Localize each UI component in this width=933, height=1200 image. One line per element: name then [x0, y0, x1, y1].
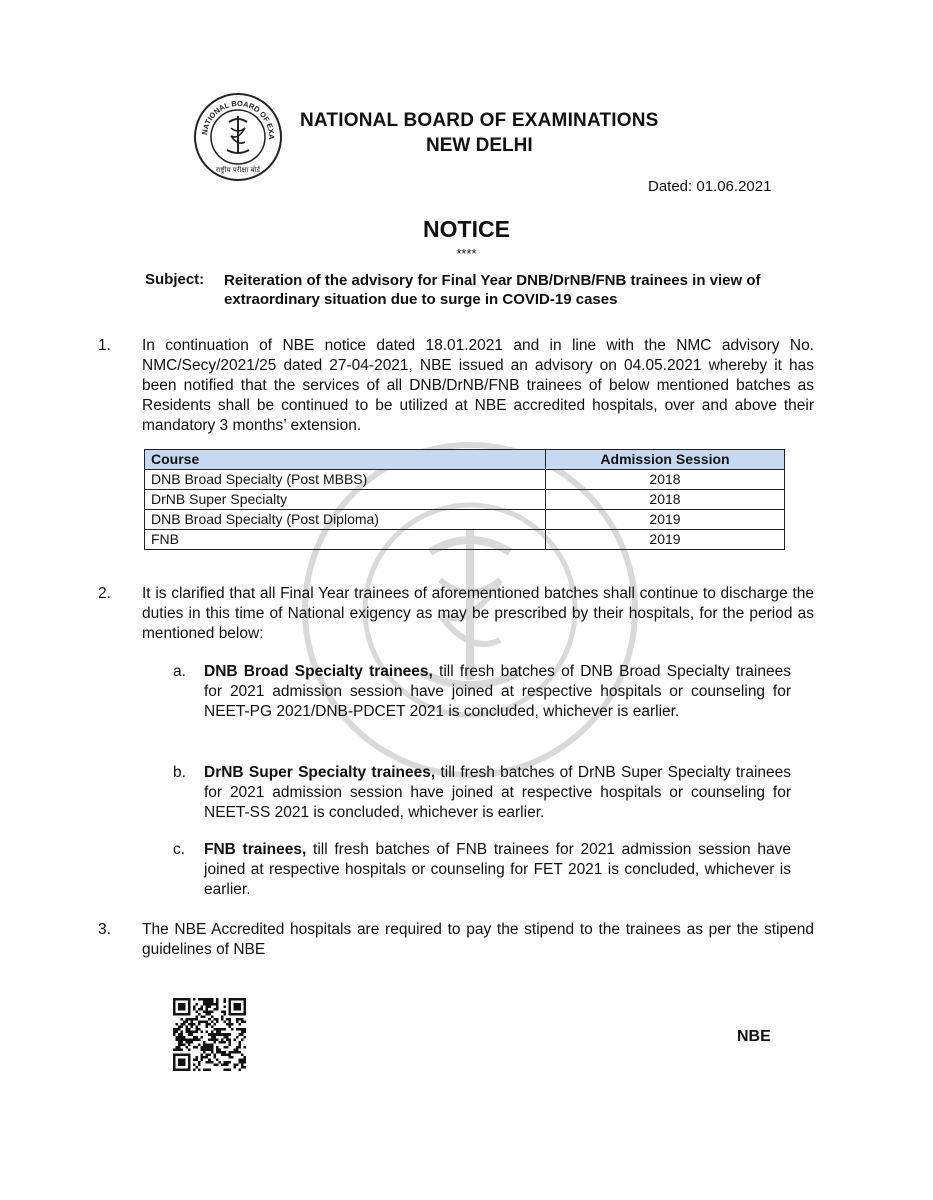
table-row	[145, 510, 785, 530]
logo-ring-text: NATIONAL BOARD OF EXA	[200, 98, 277, 140]
signature: NBE	[737, 1028, 771, 1045]
notice-date: Dated: 01.06.2021	[648, 178, 772, 195]
session-cell: 2018	[546, 490, 785, 510]
paragraph-2	[98, 584, 814, 644]
list-item-text: till fresh batches of FNB trainees for 2021 admission session have joined at respective hospitals or counseling for FET 2021 is concluded, whichever is earlier.	[204, 841, 791, 898]
paragraph-3	[98, 920, 814, 960]
paragraph-number: 1.	[98, 337, 111, 354]
paragraph-1	[98, 336, 814, 436]
paragraph-number: 3.	[98, 921, 111, 938]
course-cell: DrNB Super Specialty	[145, 490, 546, 510]
column-header-session: Admission Session	[546, 450, 785, 470]
list-item-body	[204, 662, 791, 722]
course-cell: DNB Broad Specialty (Post MBBS)	[145, 470, 546, 490]
list-item-lead: DNB Broad Specialty trainees,	[204, 663, 433, 680]
svg-text:NATIONAL BOARD OF EXAMINATIONS	[193, 92, 276, 140]
list-item-lead: DrNB Super Specialty trainees,	[204, 764, 436, 781]
table-row	[145, 530, 785, 550]
paragraph-text: In continuation of NBE notice dated 18.01.2021 and in line with the NMC advisory No. NMC/Secy/2021/25 dated 27-04-2021, NBE issued an advisory on 04.05.2021 whereby it has been notified that the services of all DNB/DrNB/FNB trainees of below mentioned batches as Residents shall be continued to be utilized at NBE accredited hospitals, over and above their mandatory 3 months’ extension.	[142, 337, 814, 434]
table-row	[145, 470, 785, 490]
subject-label: Subject:	[145, 271, 205, 288]
session-cell: 2019	[546, 530, 785, 550]
list-marker: b.	[173, 764, 186, 781]
paragraph-number: 2.	[98, 585, 111, 602]
org-name: NATIONAL BOARD OF EXAMINATIONS	[300, 110, 659, 131]
list-item-text: till fresh batches of DrNB Super Specialty trainees for 2021 admission session have joined at respective hospitals or counseling for NEET-SS 2021 is concluded, whichever is earlier.	[204, 764, 791, 821]
nbe-seal-icon	[193, 92, 283, 182]
column-header-course: Course	[145, 450, 546, 470]
session-cell: 2019	[546, 510, 785, 530]
paragraph-text: The NBE Accredited hospitals are required to pay the stipend to the trainees as per the stipend guidelines of NBE	[142, 921, 814, 958]
list-item-lead: FNB trainees,	[204, 841, 307, 858]
qr-code-icon	[173, 998, 246, 1071]
qr-code	[173, 998, 246, 1071]
subject-text: Reiteration of the advisory for Final Year DNB/DrNB/FNB trainees in view of extraordinary situation due to surge in COVID-19 cases	[224, 272, 761, 308]
course-cell: FNB	[145, 530, 546, 550]
logo-base-text: राष्ट्रीय परीक्षा बोर्ड	[215, 166, 261, 174]
list-marker: a.	[173, 663, 186, 680]
table-header-row	[145, 450, 785, 470]
admission-table	[144, 449, 785, 550]
org-city: NEW DELHI	[426, 135, 533, 156]
list-marker: c.	[173, 841, 186, 858]
page-title: NOTICE	[423, 216, 510, 242]
table-row	[145, 490, 785, 510]
list-item-body	[204, 763, 791, 823]
course-cell: DNB Broad Specialty (Post Diploma)	[145, 510, 546, 530]
nbe-logo	[193, 92, 283, 182]
paragraph-text: It is clarified that all Final Year trainees of aforementioned batches shall continue to discharge the duties in this time of National exigency as may be prescribed by their hospitals, for the period as mentioned below:	[142, 585, 814, 642]
list-item-body	[204, 840, 791, 900]
title-separator: ****	[456, 246, 477, 261]
list-item-text: till fresh batches of DNB Broad Specialty trainees for 2021 admission session have joined at respective hospitals or counseling for NEET-PG 2021/DNB-PDCET 2021 is concluded, whichever is earlier.	[204, 663, 791, 720]
session-cell: 2018	[546, 470, 785, 490]
